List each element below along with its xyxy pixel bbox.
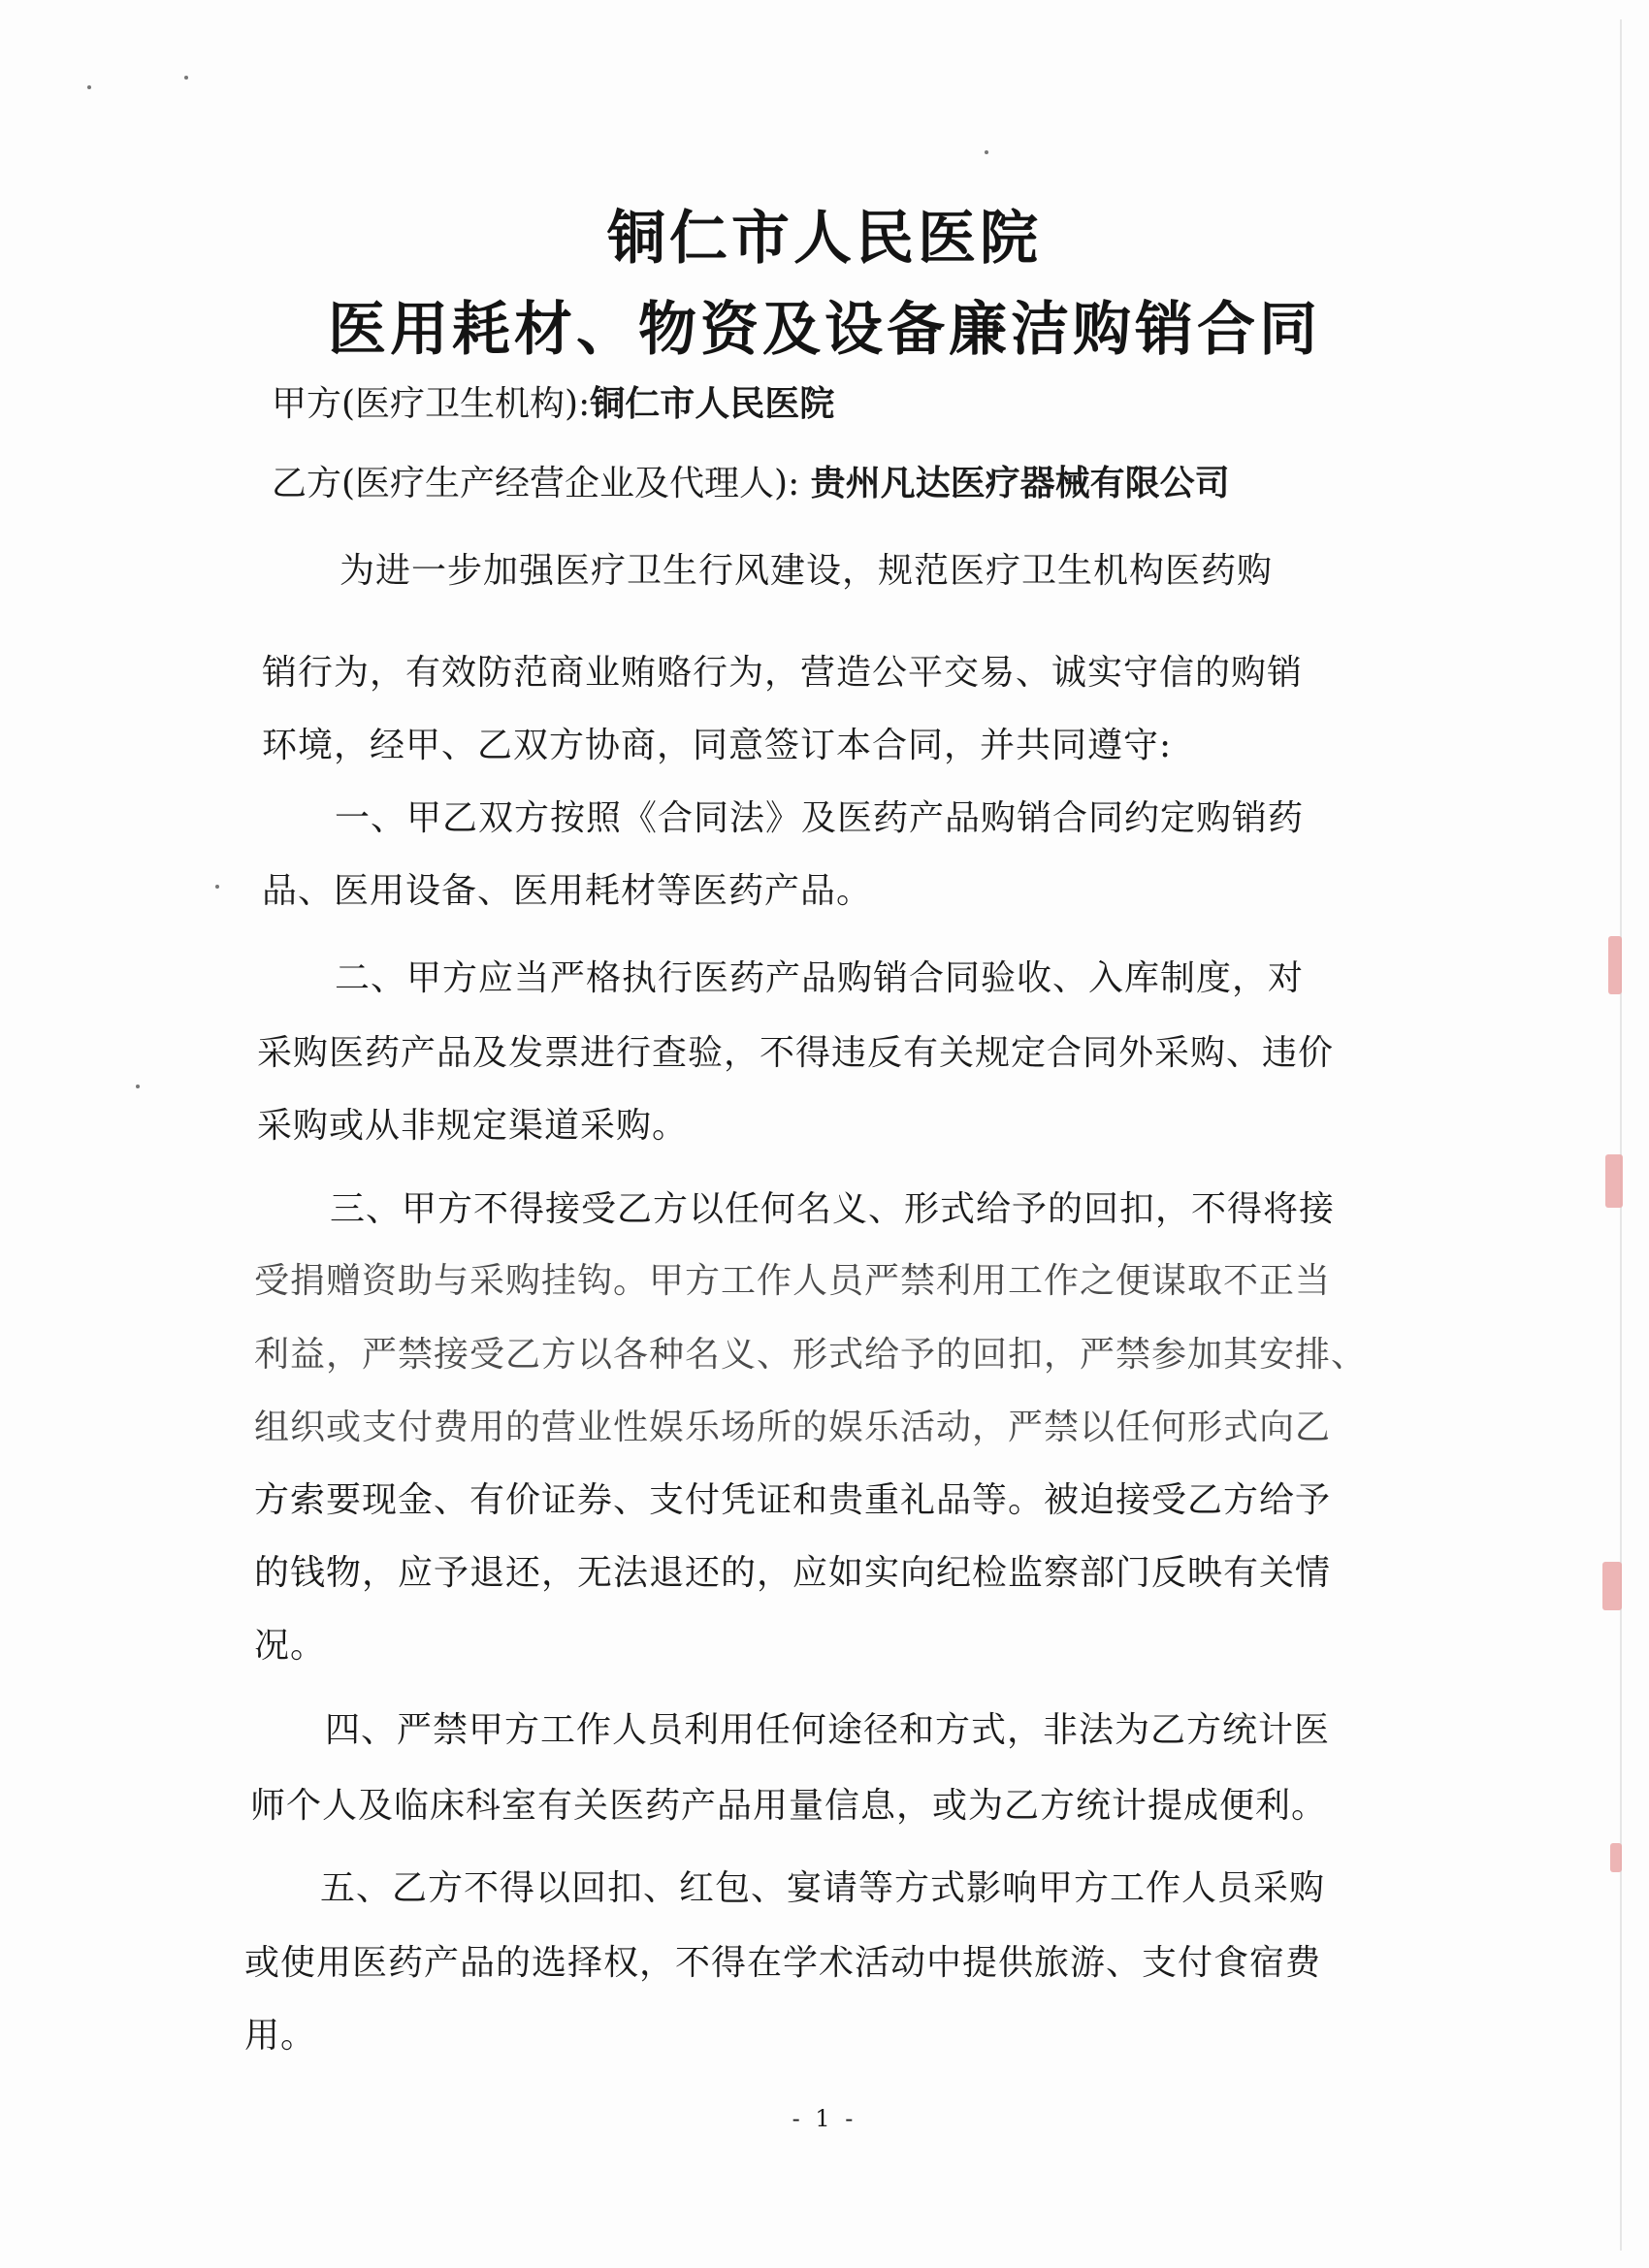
body-line: 况。 [254, 1626, 327, 1666]
scan-speck [87, 85, 91, 89]
seal-fragment [1608, 936, 1622, 994]
body-line: 采购医药产品及发票进行查验，不得违反有关规定合同外采购、违价 [257, 1033, 1335, 1073]
scan-speck [136, 1085, 140, 1088]
body-line: 或使用医药产品的选择权，不得在学术活动中提供旅游、支付食宿费 [244, 1943, 1322, 1983]
body-line: 受捐赠资助与采购挂钩。甲方工作人员严禁利用工作之便谋取不正当 [254, 1261, 1332, 1301]
body-line: 一、甲乙双方按照《合同法》及医药产品购销合同约定购销药 [335, 798, 1305, 838]
body-line: 组织或支付费用的营业性娱乐场所的娱乐活动，严禁以任何形式向乙 [254, 1408, 1332, 1447]
body-line: 五、乙方不得以回扣、红包、宴请等方式影响甲方工作人员采购 [320, 1868, 1326, 1908]
party-a [272, 376, 834, 426]
body-line: 环境，经甲、乙双方协商，同意签订本合同，并共同遵守: [262, 726, 1173, 765]
seal-fragment [1610, 1843, 1622, 1872]
body-line: 三、甲方不得接受乙方以任何名义、形式给予的回扣，不得将接 [330, 1189, 1336, 1229]
body-line: 利益，严禁接受乙方以各种名义、形式给予的回扣，严禁参加其安排、 [254, 1335, 1368, 1375]
party-b-name: 贵州凡达医疗器械有限公司 [810, 463, 1230, 503]
body-line: 用。 [244, 2016, 317, 2056]
body-line: 为进一步加强医疗卫生行风建设，规范医疗卫生机构医药购 [340, 551, 1274, 591]
scan-speck [985, 150, 988, 154]
page-number: - 1 - [792, 2105, 857, 2132]
party-b-label: 乙方(医疗生产经营企业及代理人): [272, 464, 811, 503]
body-line: 方索要现金、有价证券、支付凭证和贵重礼品等。被迫接受乙方给予 [254, 1480, 1332, 1520]
body-line: 二、甲方应当严格执行医药产品购销合同验收、入库制度，对 [335, 958, 1305, 998]
seal-fragment [1602, 1562, 1622, 1610]
body-line: 销行为，有效防范商业贿赂行为，营造公平交易、诚实守信的购销 [262, 653, 1304, 693]
document-title: 铜仁市人民医院 [607, 205, 1042, 273]
scan-speck [215, 885, 219, 889]
body-line: 采购或从非规定渠道采购。 [257, 1106, 689, 1146]
party-a-name: 铜仁市人民医院 [590, 383, 835, 424]
scan-speck [184, 76, 188, 80]
seal-fragment [1605, 1154, 1623, 1208]
body-line: 四、严禁甲方工作人员利用任何途径和方式，非法为乙方统计医 [325, 1710, 1331, 1750]
party-b [272, 456, 1230, 505]
document-subtitle: 医用耗材、物资及设备廉洁购销合同 [328, 296, 1321, 364]
body-line: 师个人及临床科室有关医药产品用量信息，或为乙方统计提成便利。 [250, 1786, 1328, 1826]
body-line: 品、医用设备、医用耗材等医药产品。 [262, 871, 873, 911]
party-a-label: 甲方(医疗卫生机构): [272, 384, 591, 424]
body-line: 的钱物，应予退还，无法退还的，应如实向纪检监察部门反映有关情 [254, 1553, 1332, 1593]
